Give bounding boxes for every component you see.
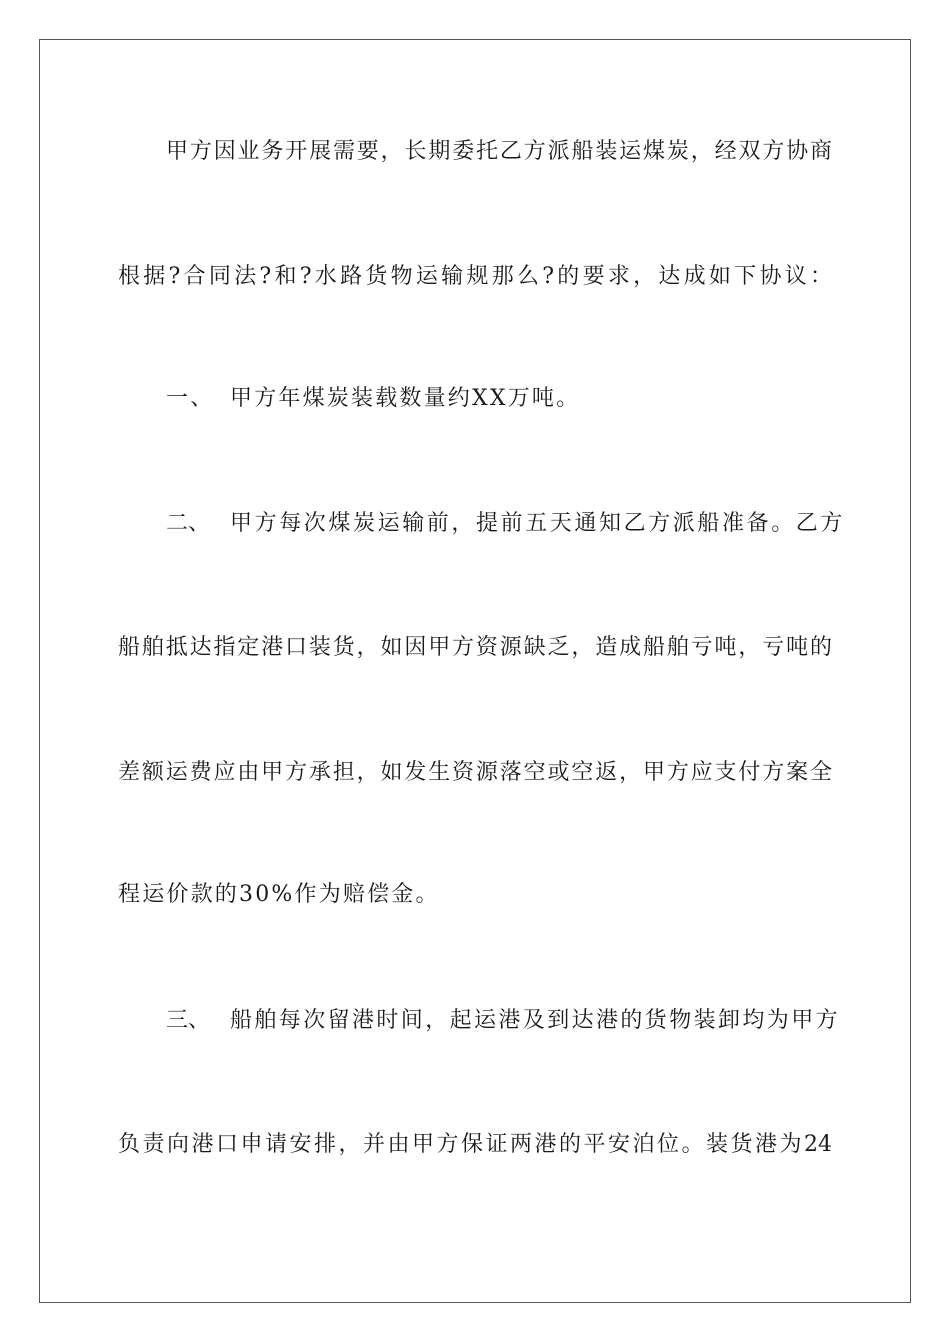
clause-3-text: 船舶每次留港时间，起运港及到达港的货物装卸均为甲方 bbox=[230, 1008, 841, 1033]
clause-2-text: 甲方每次煤炭运输前，提前五天通知乙方派船准备。乙方 bbox=[230, 511, 846, 536]
clause-2 bbox=[118, 509, 846, 539]
clause-1-text: 甲方年煤炭装载数量约XX万吨。 bbox=[230, 386, 581, 411]
paragraph-line-9: 负责向港口申请安排，并由甲方保证两港的平安泊位。装货港为24 bbox=[118, 1132, 832, 1157]
paragraph-line-6: 差额运费应由甲方承担，如发生资源落空或空返，甲方应支付方案全 bbox=[118, 760, 832, 785]
page-border bbox=[39, 39, 911, 1303]
clause-3 bbox=[118, 1006, 841, 1036]
paragraph-line-5: 船舶抵达指定港口装货，如因甲方资源缺乏，造成船舶亏吨，亏吨的 bbox=[118, 635, 832, 660]
clause-1 bbox=[118, 384, 832, 414]
paragraph-line-1: 甲方因业务开展需要，长期委托乙方派船装运煤炭，经双方协商 bbox=[166, 139, 832, 164]
clause-1-number: 一、 bbox=[166, 386, 215, 411]
paragraph-line-2: 根据?合同法?和?水路货物运输规那么?的要求，达成如下协议： bbox=[118, 264, 832, 289]
clause-2-number: 二、 bbox=[166, 511, 211, 536]
clause-3-number: 三、 bbox=[166, 1008, 211, 1033]
paragraph-line-7: 程运价款的30%作为赔偿金。 bbox=[118, 882, 440, 907]
